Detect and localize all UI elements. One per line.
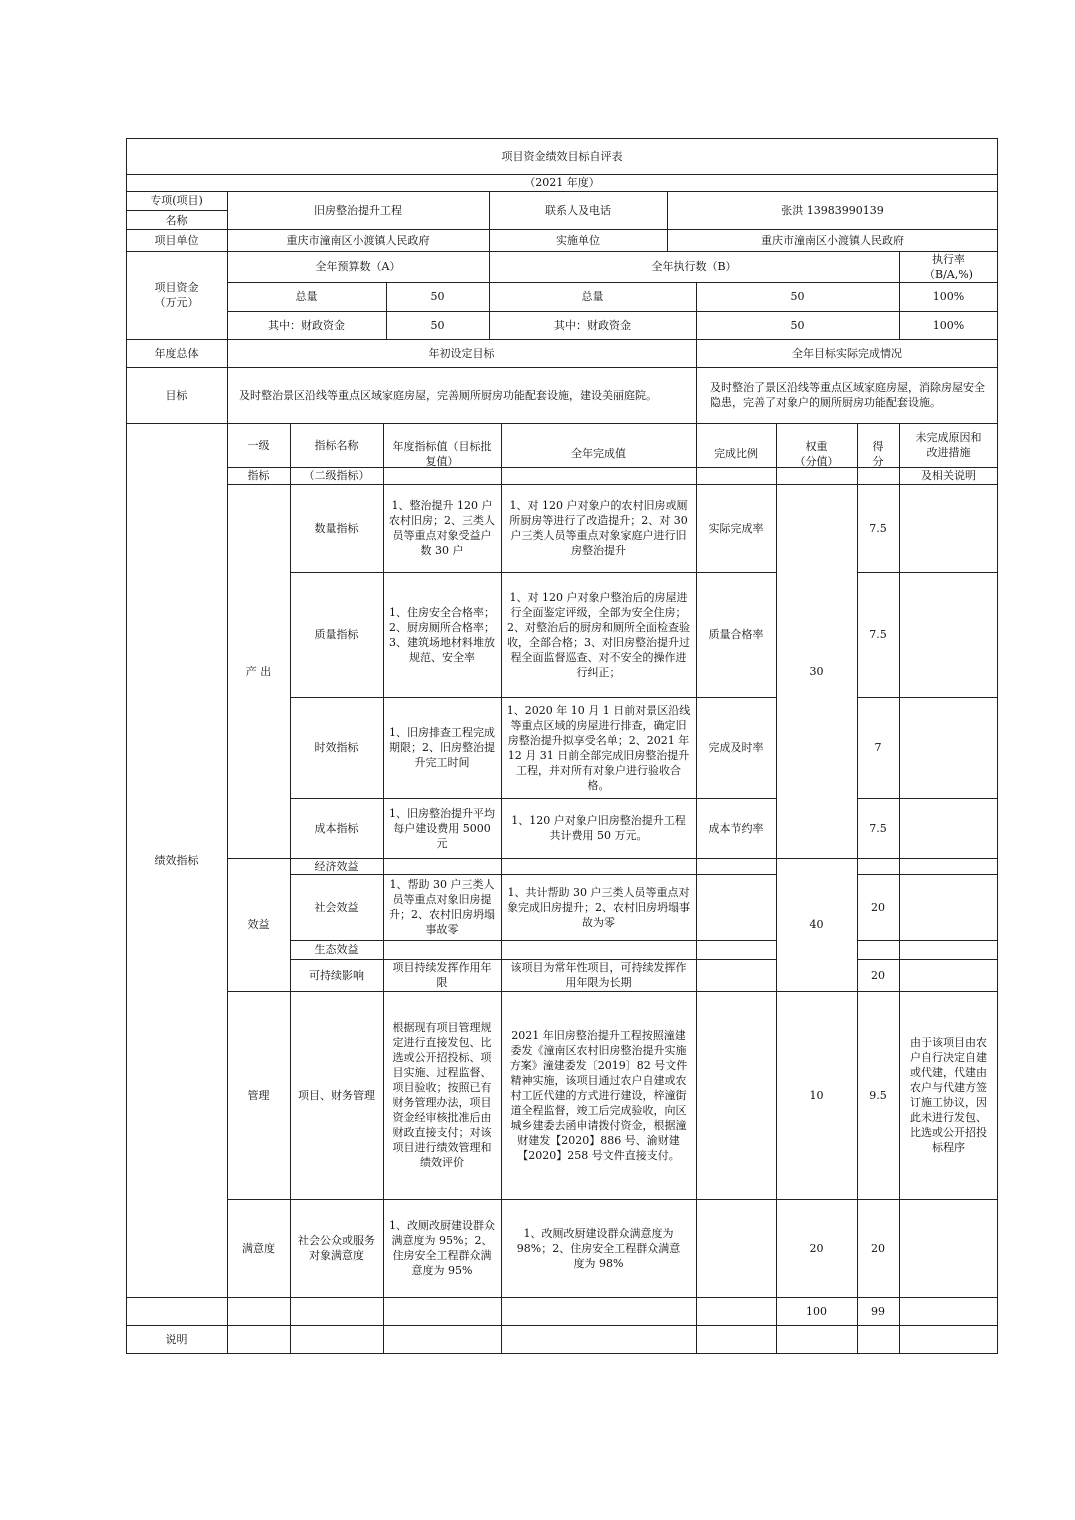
target-label: 目标 [165,388,188,402]
economic-benefit: 经济效益 [314,859,359,873]
indicator-target: 1、住房安全合格率；2、厨房厕所合格率；3、建筑场地材料堆放规范、安全率 [389,605,495,664]
exec-header: 全年执行数（B） [651,260,737,273]
fiscal-exec-label: 其中：财政资金 [554,318,631,332]
management-target: 根据现有项目管理规定进行直接发包、比选或公开招投标、项目实施、过程监督、项目验收；按照已有财务管理办法，项目资金经审核批准后由财政直接支付；对该项目进行绩效管理和绩效评价 [392,1021,492,1169]
indicator-name: 质量指标 [314,628,359,641]
sustain-impact: 可持续影响 [309,968,364,982]
actual-header: 全年目标实际完成情况 [792,346,902,360]
impl-label: 实施单位 [556,233,600,247]
total-weight: 100 [806,1304,827,1318]
sustain-score: 20 [871,968,885,982]
management-reason: 由于该项目由农户自行决定自建或代建，代建由农户与代建方签订施工协议，因此未进行发包、比选或公开招投标程序 [910,1036,987,1154]
indicator-ratio: 实际完成率 [708,521,764,535]
initial-header: 年初设定目标 [428,346,495,360]
indicator-score: 7.5 [869,521,887,535]
header-level1-sub: 指标 [247,469,270,482]
social-score: 20 [871,900,885,914]
form-title: 项目资金绩效目标自评表 [501,149,623,163]
total-label: 总量 [295,290,318,303]
social-target: 1、帮助 30 户三类人员等重点对象旧房提升；2、农村旧房坍塌事故零 [389,878,495,936]
management-actual: 2021 年旧房整治提升工程按照潼建委发《潼南区农村旧房整治提升实施方案》潼建委发〔2019〕82 号文件精神实施，该项目通过农户自建或农村工匠代建的方式进行建设，梓潼街道全程监督，竣工后完成验收，向区城乡建委去函申请拨付资金，根据潼财建发【2020】886 号、渝财建【2020】258 号文件直接支付。 [509,1028,688,1162]
unit-value: 重庆市潼南区小渡镇人民政府 [286,233,430,247]
indicator-ratio: 质量合格率 [708,628,764,641]
project-label-2: 名称 [165,213,188,227]
project-label: 专项(项目) [150,194,203,207]
benefit-weight: 40 [809,918,824,931]
satisfaction-name: 社会公众或服务对象满意度 [298,1234,375,1262]
indicator-score: 7 [874,741,882,754]
header-reason-sub: 及相关说明 [921,469,976,482]
project-name: 旧房整治提升工程 [314,203,402,217]
perf-label: 绩效指标 [154,853,199,867]
contact-label: 联系人及电话 [545,203,611,217]
indicator-target: 1、旧房排查工程完成期限；2、旧房整治提升完工时间 [389,726,495,769]
indicator-ratio: 完成及时率 [708,741,764,754]
header-name-sub: （二级指标） [303,469,370,482]
social-benefit: 社会效益 [314,900,359,914]
header-weight: 权重 （分值） [794,439,839,468]
unit-label: 项目单位 [154,233,199,247]
header-name: 指标名称 [314,438,359,452]
output-weight: 30 [809,664,824,678]
management-weight: 10 [809,1088,824,1102]
fiscal-rate: 100% [932,318,965,332]
total-score: 99 [871,1304,885,1318]
management-name: 项目、财务管理 [298,1088,375,1102]
indicator-target: 1、旧房整治提升平均每户建设费用 5000 元 [389,806,495,850]
overall-label: 年度总体 [154,346,199,360]
fiscal-budget: 50 [430,318,445,332]
indicator-ratio: 成本节约率 [708,821,764,835]
note-label: 说明 [165,1332,188,1346]
total-rate: 100% [932,290,965,303]
actual-target-text: 及时整治了景区沿线等重点区域家庭房屋，消除房屋安全隐患，完善了对象户的厕所厨房功能配套设施。 [710,381,985,409]
sustain-actual: 该项目为常年性项目，可持续发挥作用年限为长期 [510,961,687,989]
contact-value: 张洪 13983990139 [781,203,884,217]
form-year: （2021 年度） [524,176,600,189]
satisfaction-weight: 20 [809,1241,824,1255]
indicator-name: 成本指标 [314,821,359,835]
total-exec-label: 总量 [581,290,604,303]
eco-benefit: 生态效益 [314,943,359,956]
output-label: 产 出 [245,664,272,678]
header-level1: 一级 [247,438,270,452]
total-exec: 50 [790,290,805,303]
rate-header: 执行率 （B/A,%) [924,252,973,281]
header-ratio: 完成比例 [714,447,758,460]
benefit-label: 效益 [247,918,270,931]
indicator-actual: 1、120 户对象户旧房整治提升工程共计费用 50 万元。 [511,814,686,842]
indicator-score: 7.5 [869,628,887,641]
satisfaction-target: 1、改厕改厨建设群众满意度为 95%；2、住房安全工程群众满意度为 95% [389,1219,495,1277]
fiscal-label: 其中：财政资金 [268,318,345,332]
header-reason: 未完成原因和 改进措施 [915,431,982,459]
management-score: 9.5 [869,1088,887,1102]
social-actual: 1、共计帮助 30 户三类人员等重点对象完成旧房提升；2、农村旧房坍塌事故为零 [507,885,690,929]
fiscal-exec: 50 [790,318,805,332]
total-budget: 50 [430,290,445,303]
sustain-target: 项目持续发挥作用年限 [392,961,492,989]
satisfaction-label: 满意度 [242,1241,275,1255]
indicator-score: 7.5 [869,821,887,835]
satisfaction-actual: 1、改厕改厨建设群众满意度为 98%；2、住房安全工程群众满意度为 98% [516,1226,681,1270]
header-score: 得 分 [872,439,884,468]
initial-target-text: 及时整治景区沿线等重点区域家庭房屋，完善厕所厨房功能配套设施，建设美丽庭院。 [239,388,657,402]
self-evaluation-table [126,138,998,1354]
indicator-name: 时效指标 [314,741,359,754]
budget-header: 全年预算数（A） [315,260,401,273]
funds-label: 项目资金 （万元） [154,281,199,309]
indicator-actual: 1、对 120 户对象户的农村旧房或厕所厨房等进行了改造提升；2、对 30 户三类人员等重点对象家庭户进行旧房整治提升 [509,499,688,557]
header-actual: 全年完成值 [571,447,626,460]
impl-value: 重庆市潼南区小渡镇人民政府 [761,233,904,247]
indicator-actual: 1、对 120 户对象户整治后的房屋进行全面鉴定评级，全部为安全住房；2、对整治后的厨房和厕所全面检查验收，全部合格；3、对旧房整治提升过程全面监督巡查、对不安全的操作进行纠正； [507,590,690,679]
management-label: 管理 [247,1088,270,1102]
satisfaction-score: 20 [871,1241,885,1255]
header-target: 年度指标值（目标批复值） [392,439,492,468]
indicator-name: 数量指标 [314,521,359,535]
indicator-actual: 1、2020 年 10 月 1 日前对景区沿线等重点区域的房屋进行排查，确定旧房整治提升拟享受名单；2、2021 年 12 月 31 日前全部完成旧房整治提升工程，并对所有对象户进行验收合格。 [506,703,691,792]
indicator-target: 1、整治提升 120 户农村旧房；2、三类人员等重点对象受益户数 30 户 [389,499,495,557]
